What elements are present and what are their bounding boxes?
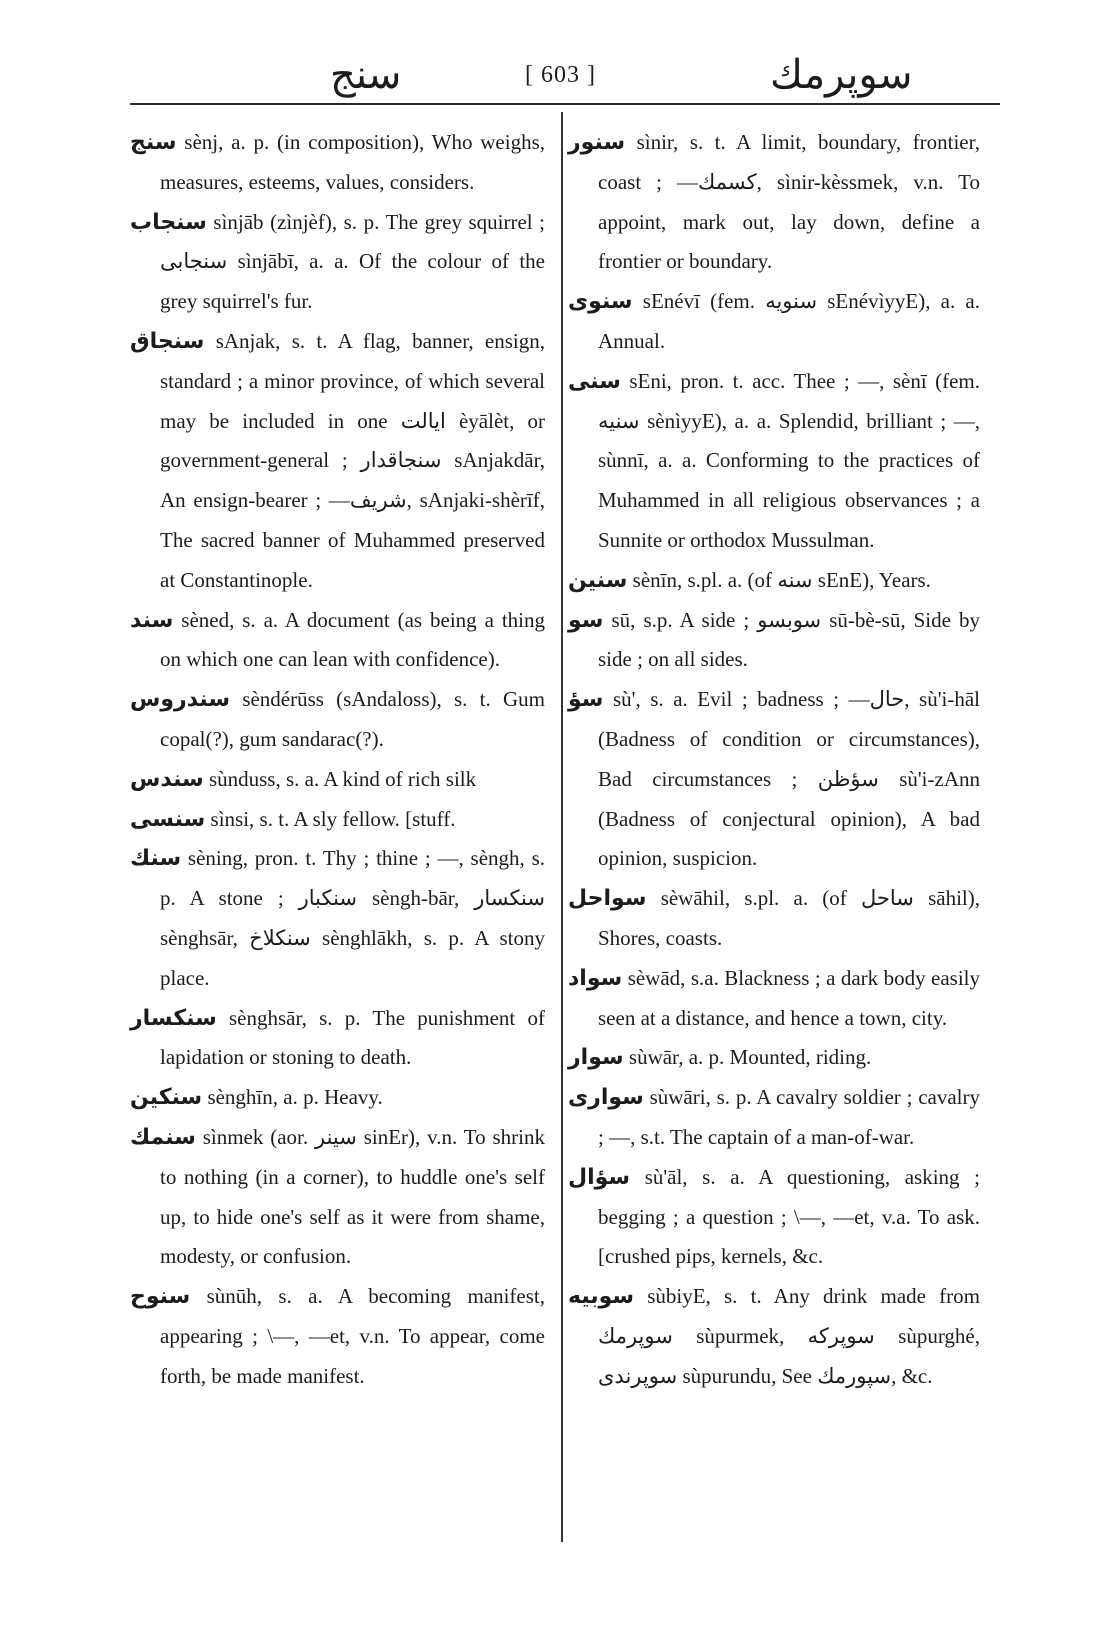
dictionary-entry [130, 1277, 545, 1396]
dictionary-entry [568, 879, 980, 959]
entry-headword: سؤ [568, 687, 604, 713]
entry-headword: سنكسار [130, 1005, 217, 1031]
dictionary-entry [130, 123, 545, 203]
entry-definition: sìnjāb (zìnjèf), s. p. The grey squirrel ; سنجابى sìnjābī, a. a. Of the colour of the grey squirrel's fur. [160, 209, 545, 314]
dictionary-entry [130, 203, 545, 322]
entry-headword: سواد [568, 965, 623, 991]
header-right-word: سوپرمك [770, 52, 913, 97]
page-number: [ 603 ] [525, 62, 596, 88]
entry-headword: سؤال [568, 1164, 631, 1190]
dictionary-entry [568, 1038, 980, 1078]
dictionary-entry [568, 1158, 980, 1277]
entry-headword: سنوح [130, 1284, 191, 1310]
entry-headword: سنمك [130, 1124, 196, 1150]
entry-definition: sùbiyE, s. t. Any drink made from سوپرمك sùpurmek, سوپركه sùpurghé, سوپرندى sùpurundu, See سپورمك, &c. [598, 1284, 981, 1388]
entry-definition: sìnsi, s. t. A sly fellow. [stuff. [210, 806, 456, 831]
dictionary-entry [130, 322, 545, 601]
entry-definition: sèning, pron. t. Thy ; thine ; —, sèngh, s. p. A stone ; سنكبار sèngh-bār, سنكسار sènghsār, سنكلاخ sènghlākh, s. p. A stony place. [160, 846, 545, 990]
entry-headword: سنين [568, 567, 628, 593]
dictionary-entry [568, 601, 980, 681]
entry-definition: sènghīn, a. p. Heavy. [207, 1085, 383, 1110]
entry-definition: sèwāhil, s.pl. a. (of ساحل sāhil), Shores, coasts. [598, 886, 981, 950]
right-column [568, 123, 980, 1397]
entry-definition: sènj, a. p. (in composition), Who weighs, measures, esteems, values, considers. [160, 130, 545, 194]
dictionary-entry [568, 680, 980, 879]
entry-definition: sùnduss, s. a. A kind of rich silk [208, 766, 477, 791]
entry-definition: sEni, pron. t. acc. Thee ; —, sènī (fem. سنيه sènìyyE), a. a. Splendid, brilliant ; —, sùnnī, a. a. Conforming to the practices of Muhammed in all religious observances ; a Sunnite or orthodox Mussulman. [598, 368, 981, 552]
entry-definition: sènghsār, s. p. The punishment of lapidation or stoning to death. [160, 1005, 546, 1070]
entry-headword: سندروس [130, 687, 231, 713]
entry-definition: sùwār, a. p. Mounted, riding. [628, 1045, 872, 1070]
entry-definition: sèned, s. a. A document (as being a thing on which one can lean with confidence). [160, 607, 546, 672]
header-rule [130, 103, 1000, 105]
entry-headword: سو [568, 607, 604, 633]
dictionary-entry [130, 680, 545, 760]
entry-definition: sùwāri, s. p. A cavalry soldier ; cavalry ; —, s.t. The captain of a man-of-war. [598, 1085, 980, 1149]
entry-definition: sèwād, s.a. Blackness ; a dark body easily seen at a distance, and hence a town, city. [598, 965, 981, 1030]
entry-headword: سنجاق [130, 328, 205, 354]
dictionary-entry [568, 282, 980, 362]
entry-headword: سنج [130, 130, 177, 155]
dictionary-entry [130, 601, 545, 681]
dictionary-entry [568, 1078, 980, 1158]
entry-headword: سواحل [568, 886, 647, 912]
entry-headword: سنوى [568, 289, 633, 315]
left-column [130, 123, 545, 1397]
dictionary-entry [130, 760, 545, 800]
entry-definition: sìnir, s. t. A limit, boundary, frontier, coast ; —كسمك, sìnir-kèssmek, v.n. To appoint, mark out, lay down, define a frontier or boundary. [598, 130, 981, 274]
dictionary-entry [568, 123, 980, 282]
dictionary-entry [130, 800, 545, 840]
entry-headword: سوارى [568, 1085, 644, 1111]
dictionary-entry [130, 839, 545, 998]
page-header [130, 52, 1000, 102]
entry-definition: sìnmek (aor. سينر sinEr), v.n. To shrink to nothing (in a corner), to huddle one's self up, to hide one's self as it were from shame, modesty, or confusion. [160, 1124, 545, 1269]
entry-definition: sAnjak, s. t. A flag, banner, ensign, standard ; a minor province, of which several may be included in one ايالت èyālèt, or government-general ; سنجاقدار sAnjakdār, An ensign-bearer ; —شريف, sAnjaki-shèrīf, The sacred banner of Muhammed preserved at Constantinople. [160, 328, 546, 592]
entry-definition: sù'āl, s. a. A questioning, asking ; begging ; a question ; \—, —et, v.a. To ask. [crushed pips, kernels, &c. [598, 1164, 980, 1269]
entry-headword: سنجاب [130, 209, 207, 235]
dictionary-entry [568, 959, 980, 1039]
entry-definition: sùnūh, s. a. A becoming manifest, appearing ; \—, —et, v.n. To appear, come forth, be made manifest. [160, 1284, 546, 1388]
dictionary-entry [568, 561, 980, 601]
entry-headword: سند [130, 607, 174, 633]
entry-headword: سندس [130, 766, 204, 792]
entry-definition: sènīn, s.pl. a. (of سنه sEnE), Years. [632, 567, 931, 592]
entry-headword: سنكين [130, 1085, 203, 1111]
dictionary-entry [568, 362, 980, 561]
dictionary-entry [130, 999, 545, 1079]
entry-headword: سنك [130, 846, 182, 872]
entry-headword: سنور [568, 130, 626, 155]
entry-definition: sù', s. a. Evil ; badness ; —حال, sù'i-hāl (Badness of condition or circumstances), Bad circumstances ; سؤظن sù'i-zAnn (Badness of conjectural opinion), A bad opinion, suspicion. [598, 687, 980, 871]
entry-headword: سنى [568, 368, 621, 394]
dictionary-entry [130, 1118, 545, 1277]
entry-definition: sū, s.p. A side ; سوبسو sū-bè-sū, Side by side ; on all sides. [598, 607, 981, 672]
entry-headword: سوار [568, 1045, 624, 1071]
header-left-word: سنج [330, 52, 402, 97]
dictionary-entry [568, 1277, 980, 1396]
column-divider [561, 112, 563, 1542]
entry-definition: sèndérūss (sAndaloss), s. t. Gum copal(?), gum sandarac(?). [160, 687, 546, 751]
entry-headword: سوبيه [568, 1284, 635, 1310]
entry-headword: سنسى [130, 806, 206, 832]
dictionary-entry [130, 1078, 545, 1118]
entry-definition: sEnévī (fem. سنويه sEnévìyyE), a. a. Annual. [598, 289, 981, 353]
